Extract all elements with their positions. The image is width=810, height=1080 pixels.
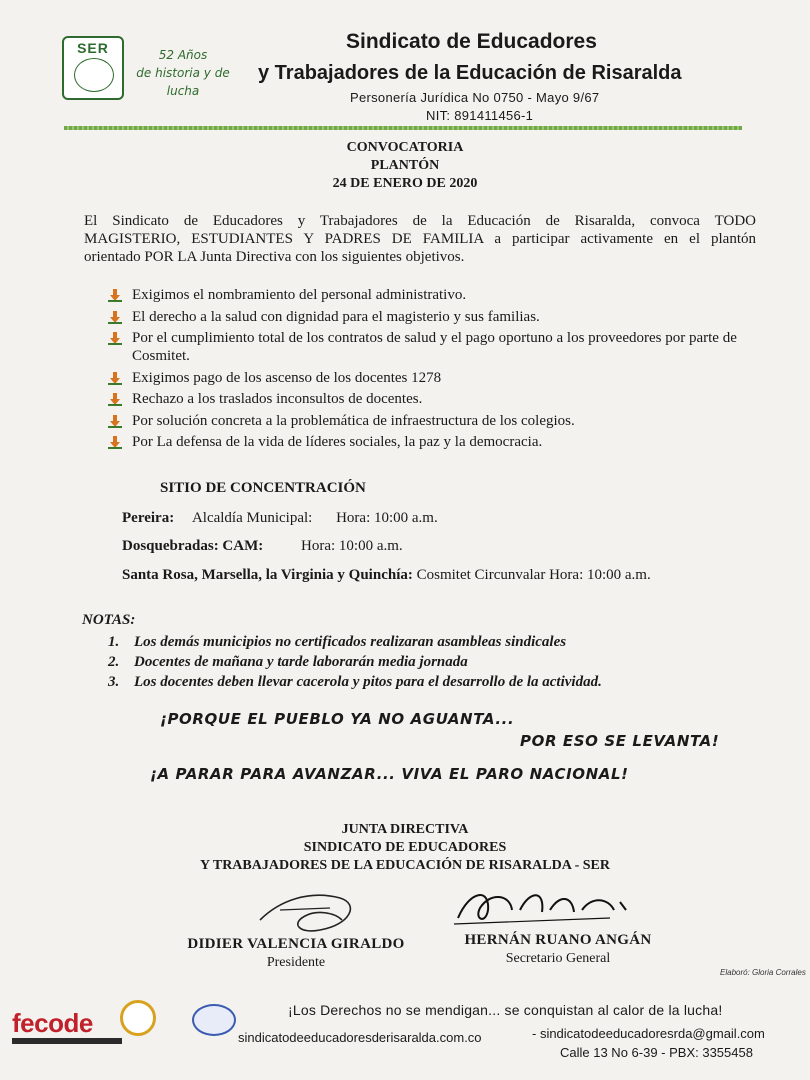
footer-address: Calle 13 No 6-39 - PBX: 3355458	[560, 1045, 753, 1060]
junta-directiva: JUNTA DIRECTIVA	[341, 822, 469, 837]
intro-line2: MAGISTERIO, ESTUDIANTES Y PADRES DE FAMILIA a participar activamente en el plantón	[84, 231, 756, 247]
list-item	[108, 286, 758, 304]
list-item	[108, 672, 602, 692]
elaboro-note: Elaboró: Gloria Corrales	[720, 968, 806, 977]
note-number: 3.	[108, 674, 120, 690]
site-dosq-time: Hora: 10:00 a.m.	[301, 538, 403, 554]
objective-text: Por solución concreta a la problemática de infraestructura de los colegios.	[132, 412, 575, 429]
site-others-label: Santa Rosa, Marsella, la Virginia y Quinchía:	[122, 567, 413, 583]
signer-president	[176, 936, 416, 971]
federation-logo-icon	[192, 1004, 236, 1036]
footer-email[interactable]: - sindicatodeeducadoresrda@gmail.com	[532, 1026, 765, 1041]
signer-secretary	[448, 932, 668, 967]
slogan-paro: ¡A PARAR PARA AVANZAR... VIVA EL PARO NACIONAL!	[150, 765, 629, 783]
footer-website[interactable]: sindicatodeeducadoresderisaralda.com.co	[238, 1030, 482, 1045]
objective-text: Rechazo a los traslados inconsultos de docentes.	[132, 391, 423, 407]
notes-list	[108, 632, 602, 692]
arrow-down-icon	[108, 371, 122, 385]
list-item	[108, 390, 758, 408]
list-item	[108, 308, 758, 326]
slogan-levanta: POR ESO SE LEVANTA!	[520, 732, 720, 750]
intro-line3: orientado POR LA Junta Directiva con los siguientes objetivos.	[84, 249, 465, 265]
signature-secretary	[450, 880, 640, 930]
slogan-line1: 52 Años	[158, 48, 208, 62]
site-pereira-time: Hora: 10:00 a.m.	[336, 510, 438, 526]
arrow-down-icon	[108, 414, 122, 428]
signature-president	[250, 880, 370, 940]
sites-heading: SITIO DE CONCENTRACIÓN	[160, 480, 366, 496]
title-planton: PLANTÓN	[370, 158, 440, 173]
logo-text: SER	[77, 40, 109, 56]
signer-name: HERNÁN RUANO ANGÁN	[464, 932, 652, 948]
note-text: Docentes de mañana y tarde laborarán media jornada	[134, 654, 468, 670]
personeria: Personería Jurídica No 0750 - Mayo 9/67	[350, 90, 600, 105]
signer-role: Presidente	[266, 955, 326, 970]
header-divider	[64, 126, 742, 130]
anniversary-slogan	[128, 46, 238, 100]
ser-logo	[62, 36, 124, 100]
slogan-pueblo: ¡PORQUE EL PUEBLO YA NO AGUANTA...	[160, 710, 515, 728]
title-date: 24 DE ENERO DE 2020	[332, 176, 478, 191]
title-convocatoria: CONVOCATORIA	[346, 140, 464, 155]
arrow-down-icon	[108, 331, 122, 345]
trabajadores-line: Y TRABAJADORES DE LA EDUCACIÓN DE RISARALDA - SER	[200, 858, 610, 873]
site-pereira-place: Alcaldía Municipal:	[191, 510, 313, 526]
fecode-logo: fecode	[12, 1008, 93, 1038]
site-dosquebradas	[122, 538, 403, 555]
arrow-down-icon	[108, 392, 122, 406]
site-dosq-label: Dosquebradas: CAM:	[122, 538, 264, 554]
objective-text: Exigimos pago de los ascenso de los docentes 1278	[132, 369, 442, 386]
site-pereira	[122, 510, 438, 527]
footer-slogan: ¡Los Derechos no se mendigan... se conquistan al calor de la lucha!	[288, 1002, 723, 1018]
arrow-down-icon	[108, 435, 122, 449]
org-name-line2: y Trabajadores de la Educación de Risaralda	[258, 62, 682, 84]
sindicato-line: SINDICATO DE EDUCADORES	[303, 840, 507, 855]
fecode-logo-bar	[12, 1038, 122, 1044]
site-pereira-label: Pereira:	[122, 510, 175, 526]
objectives-list	[108, 286, 758, 455]
note-number: 2.	[108, 654, 120, 670]
objective-text: Por La defensa de la vida de líderes sociales, la paz y la democracia.	[132, 434, 543, 450]
arrow-down-icon	[108, 310, 122, 324]
list-item	[108, 632, 602, 652]
signer-name: DIDIER VALENCIA GIRALDO	[187, 936, 405, 952]
signer-role: Secretario General	[505, 951, 611, 966]
list-item	[108, 433, 758, 451]
objective-text: El derecho a la salud con dignidad para el magisterio y sus familias.	[132, 308, 540, 325]
slogan-line2: de historia y de lucha	[136, 66, 230, 98]
org-name-line1: Sindicato de Educadores	[346, 30, 597, 53]
list-item	[108, 652, 602, 672]
intro-line1: El Sindicato de Educadores y Trabajadores de la Educación de Risaralda, convoca TODO	[84, 213, 756, 229]
nit: NIT: 891411456-1	[426, 108, 534, 123]
note-number: 1.	[108, 634, 120, 650]
site-others	[122, 567, 651, 584]
list-item	[108, 412, 758, 430]
site-others-place: Cosmitet Circunvalar Hora: 10:00 a.m.	[416, 567, 651, 583]
logo-emblem-icon	[74, 58, 114, 92]
objective-text: Por el cumplimiento total de los contratos de salud y el pago oportuno a los proveedores por parte de Cosmitet.	[132, 330, 737, 364]
list-item	[108, 329, 758, 365]
note-text: Los demás municipios no certificados realizaran asambleas sindicales	[134, 634, 567, 650]
objective-text: Exigimos el nombramiento del personal administrativo.	[132, 287, 467, 303]
anniversary-seal-icon	[120, 1000, 156, 1036]
list-item	[108, 369, 758, 387]
arrow-down-icon	[108, 288, 122, 302]
note-text: Los docentes deben llevar cacerola y pitos para el desarrollo de la actividad.	[134, 674, 602, 690]
notes-heading: NOTAS:	[82, 612, 136, 628]
